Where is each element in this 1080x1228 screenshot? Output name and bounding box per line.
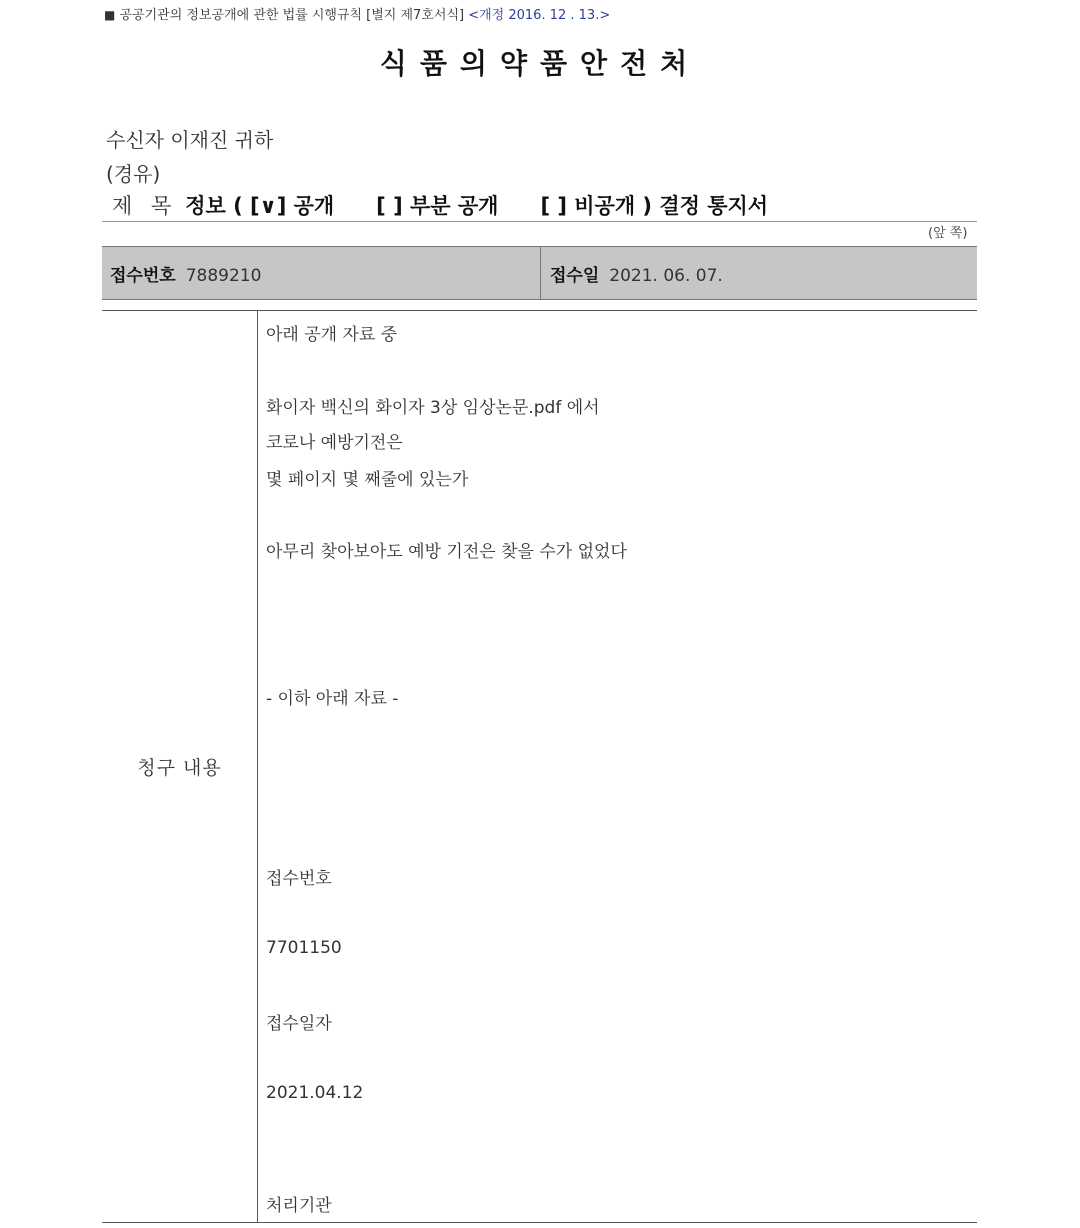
receipt-date-label: 접수일: [550, 266, 600, 286]
request-line: 접수일자: [266, 1014, 332, 1034]
square-bullet-icon: ■: [104, 8, 116, 22]
receipt-info-row: [102, 246, 977, 300]
recipient-line: 수신자 이재진 귀하: [106, 128, 274, 152]
request-line: 처리기관: [266, 1196, 332, 1216]
request-line: 아무리 찾아보아도 예방 기전은 찾을 수가 없었다: [266, 542, 627, 562]
request-table-top-border: [102, 310, 977, 311]
receipt-number-cell: [110, 261, 261, 286]
receipt-date-cell: [550, 261, 723, 286]
via-line: (경유): [106, 162, 161, 186]
form-header-note: [104, 4, 610, 23]
top-divider: [102, 221, 977, 222]
receipt-number-value: 7889210: [185, 266, 262, 286]
request-line: 접수번호: [266, 869, 332, 889]
request-line: 화이자 백신의 화이자 3상 임상논문.pdf 에서: [266, 398, 600, 418]
cell-divider: [540, 247, 541, 299]
request-line: 코로나 예방기전은: [266, 433, 403, 453]
request-line: 7701150: [266, 938, 342, 958]
form-law-reference: 공공기관의 정보공개에 관한 법률 시행규칙 [별지 제7호서식]: [115, 8, 469, 23]
request-table-bottom-border: [102, 1222, 977, 1223]
request-line: 몇 페이지 몇 째줄에 있는가: [266, 470, 469, 490]
request-line: - 이하 아래 자료 -: [266, 689, 399, 709]
subject-label: 제 목: [112, 194, 178, 218]
form-revision-date: <개정 2016. 12 . 13.>: [468, 8, 611, 23]
agency-title: 식품의약품안전처: [379, 47, 701, 80]
receipt-date-value: 2021. 06. 07.: [609, 266, 723, 286]
receipt-number-label: 접수번호: [110, 266, 176, 286]
request-line: 2021.04.12: [266, 1083, 364, 1103]
page-side-label: (앞 쪽): [928, 226, 968, 241]
request-line: 아래 공개 자료 중: [266, 325, 398, 345]
subject-line: [112, 190, 768, 220]
request-content-label: 청구 내용: [137, 757, 222, 779]
subject-text: 정보 ( [∨] 공개 [ ] 부분 공개 [ ] 비공개 ) 결정 통지서: [185, 194, 769, 218]
request-table-column-divider: [257, 311, 258, 1222]
